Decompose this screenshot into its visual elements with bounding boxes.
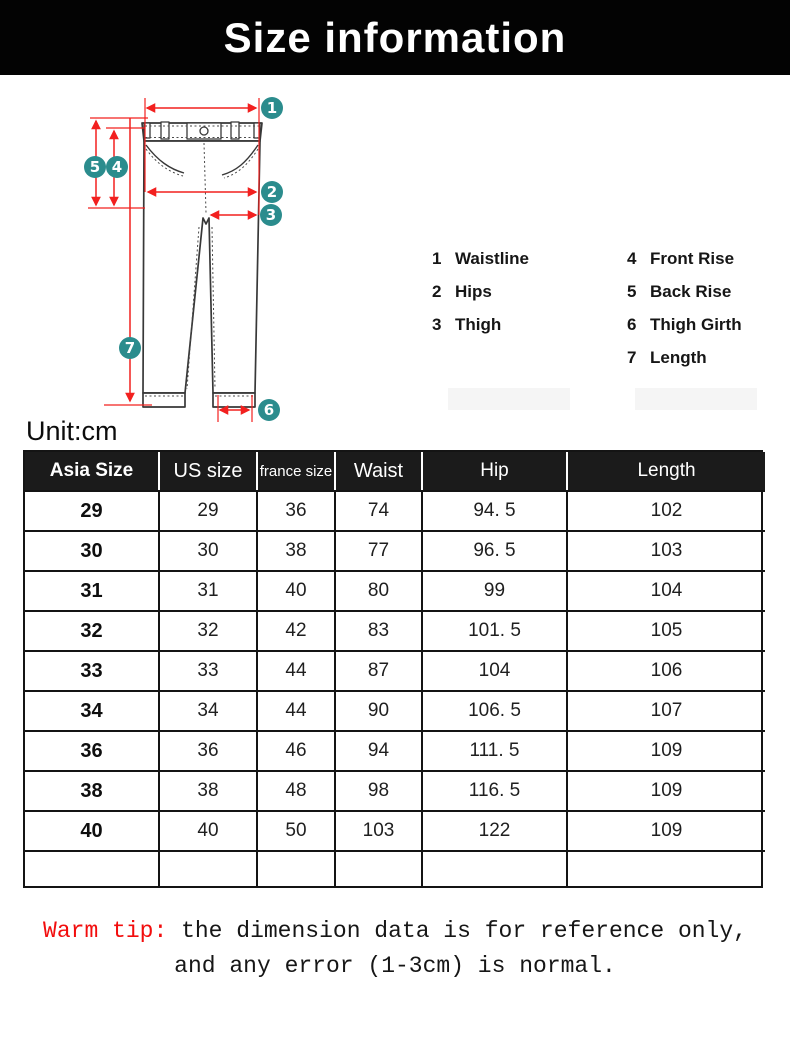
size-cell: 48: [256, 770, 334, 810]
size-cell: 87: [334, 650, 421, 690]
legend-number: 4: [627, 248, 637, 268]
legend-left-column: [432, 242, 529, 341]
callout-4-num: 4: [111, 158, 123, 176]
size-cell: 111. 5: [421, 730, 566, 770]
size-cell: [421, 850, 566, 886]
size-cell: 32: [158, 610, 256, 650]
size-cell: 94: [334, 730, 421, 770]
size-cell: 74: [334, 490, 421, 530]
size-cell: 98: [334, 770, 421, 810]
size-cell: [25, 850, 158, 886]
size-cell: 105: [566, 610, 765, 650]
size-cell: 40: [25, 810, 158, 850]
warm-tip: [0, 914, 790, 984]
size-cell: 34: [158, 690, 256, 730]
faded-watermark-box: [448, 388, 570, 410]
size-cell: 36: [158, 730, 256, 770]
size-cell: 30: [158, 530, 256, 570]
size-cell: 109: [566, 770, 765, 810]
size-cell: 42: [256, 610, 334, 650]
size-cell: 36: [256, 490, 334, 530]
size-table: [23, 450, 763, 888]
size-cell: 34: [25, 690, 158, 730]
callout-5-num: 5: [89, 158, 101, 176]
legend-number: 1: [432, 248, 442, 268]
size-cell: 30: [25, 530, 158, 570]
pants-measurement-diagram: [0, 85, 340, 430]
legend-label: Length: [650, 347, 707, 367]
legend-number: 7: [627, 347, 637, 367]
callout-6-num: 6: [263, 401, 275, 419]
size-cell: 44: [256, 690, 334, 730]
warm-tip-line2: and any error (1-3cm) is normal.: [174, 953, 616, 979]
legend-number: 5: [627, 281, 637, 301]
size-cell: 40: [158, 810, 256, 850]
callout-1-num: 1: [266, 99, 278, 117]
legend-label: Waistline: [455, 248, 529, 268]
size-cell: 80: [334, 570, 421, 610]
legend-label: Back Rise: [650, 281, 732, 301]
legend-item-back-rise: [627, 275, 742, 308]
unit-label: Unit:cm: [26, 416, 118, 446]
title-bar: [0, 0, 790, 75]
legend-item-thigh: [432, 308, 529, 341]
size-cell: 33: [25, 650, 158, 690]
size-cell: 116. 5: [421, 770, 566, 810]
size-cell: 40: [256, 570, 334, 610]
size-cell: 50: [256, 810, 334, 850]
size-cell: 104: [421, 650, 566, 690]
size-cell: 109: [566, 810, 765, 850]
size-cell: 104: [566, 570, 765, 610]
pants-outline: [142, 122, 262, 407]
size-cell: [158, 850, 256, 886]
legend-right-column: [627, 242, 742, 374]
column-header-us-size: US size: [158, 452, 256, 490]
size-cell: 109: [566, 730, 765, 770]
size-cell: 122: [421, 810, 566, 850]
size-cell: [334, 850, 421, 886]
warm-tip-label: Warm tip:: [43, 918, 168, 944]
size-cell: 106: [566, 650, 765, 690]
legend-number: 6: [627, 314, 637, 334]
size-cell: [566, 850, 765, 886]
size-cell: 33: [158, 650, 256, 690]
size-cell: 102: [566, 490, 765, 530]
size-cell: 44: [256, 650, 334, 690]
size-cell: [256, 850, 334, 886]
size-cell: 31: [25, 570, 158, 610]
page-title: Size information: [223, 13, 567, 61]
size-cell: 29: [158, 490, 256, 530]
size-cell: 77: [334, 530, 421, 570]
column-header-hip: Hip: [421, 452, 566, 490]
column-header-france-size: france size: [256, 452, 334, 490]
size-cell: 90: [334, 690, 421, 730]
size-cell: 101. 5: [421, 610, 566, 650]
size-cell: 94. 5: [421, 490, 566, 530]
legend-number: 2: [432, 281, 442, 301]
size-cell: 96. 5: [421, 530, 566, 570]
size-cell: 29: [25, 490, 158, 530]
size-cell: 32: [25, 610, 158, 650]
size-cell: 38: [256, 530, 334, 570]
size-cell: 31: [158, 570, 256, 610]
size-cell: 107: [566, 690, 765, 730]
column-header-waist: Waist: [334, 452, 421, 490]
legend-label: Thigh Girth: [650, 314, 742, 334]
column-header-length: Length: [566, 452, 765, 490]
legend-item-thigh-girth: [627, 308, 742, 341]
callout-2-num: 2: [266, 183, 278, 201]
warm-tip-text: the dimension data is for reference only,: [167, 918, 747, 944]
legend-item-waistline: [432, 242, 529, 275]
callout-3-num: 3: [265, 206, 277, 224]
legend-item-hips: [432, 275, 529, 308]
legend-label: Thigh: [455, 314, 502, 334]
size-cell: 103: [566, 530, 765, 570]
legend-item-length: [627, 341, 742, 374]
size-cell: 103: [334, 810, 421, 850]
column-header-asia-size: Asia Size: [25, 452, 158, 490]
size-cell: 83: [334, 610, 421, 650]
size-cell: 46: [256, 730, 334, 770]
warm-tip-line1: [0, 914, 790, 949]
size-cell: 36: [25, 730, 158, 770]
legend-item-front-rise: [627, 242, 742, 275]
size-cell: 38: [158, 770, 256, 810]
size-cell: 99: [421, 570, 566, 610]
legend-label: Hips: [455, 281, 492, 301]
callout-7-num: 7: [124, 339, 136, 357]
size-cell: 38: [25, 770, 158, 810]
diagram-section: [0, 85, 790, 430]
faded-watermark-box: [635, 388, 757, 410]
legend-label: Front Rise: [650, 248, 735, 268]
legend-number: 3: [432, 314, 442, 334]
size-cell: 106. 5: [421, 690, 566, 730]
